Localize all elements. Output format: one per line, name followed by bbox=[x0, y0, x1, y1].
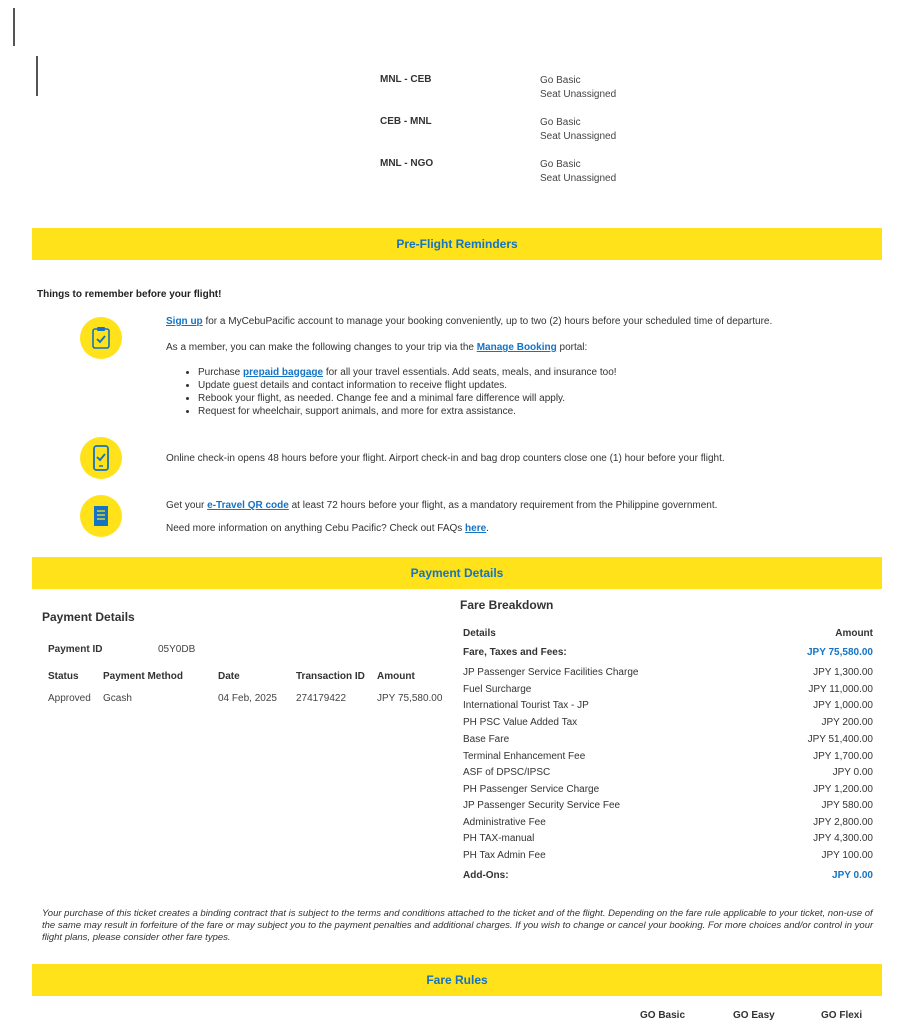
etravel-qr-link[interactable]: e-Travel QR code bbox=[207, 500, 289, 511]
preflight-banner bbox=[32, 228, 882, 260]
route-code: MNL - CEB bbox=[380, 74, 432, 85]
payment-details-title: Payment Details bbox=[42, 610, 135, 624]
txn-value: 274179422 bbox=[296, 693, 347, 704]
manage-booking-link[interactable]: Manage Booking bbox=[476, 342, 557, 353]
seat-status: Seat Unassigned bbox=[540, 173, 617, 184]
fee-amount: JPY 4,300.00 bbox=[813, 833, 873, 844]
list-item bbox=[198, 366, 617, 379]
payment-banner bbox=[32, 557, 882, 589]
fare-rules-banner bbox=[32, 964, 882, 996]
fare-type-flexi: GO Flexi bbox=[821, 1010, 863, 1021]
addons-row bbox=[463, 870, 873, 886]
etravel-pre: Get your bbox=[166, 500, 208, 511]
member-line bbox=[166, 342, 587, 353]
table-row bbox=[463, 717, 873, 733]
fee-label: Fuel Surcharge bbox=[463, 684, 532, 695]
fare-rules-title: Fare Rules bbox=[426, 973, 488, 987]
list-item: • Update guest details and contact information to receive flight updates. bbox=[198, 379, 617, 392]
date-value: 04 Feb, 2025 bbox=[218, 693, 277, 704]
fee-label: International Tourist Tax - JP bbox=[463, 700, 589, 711]
amount-value: JPY 75,580.00 bbox=[377, 693, 443, 704]
details-header: Details bbox=[463, 628, 496, 639]
table-row bbox=[463, 850, 873, 866]
seat-status: Seat Unassigned bbox=[540, 89, 617, 100]
fee-amount: JPY 1,000.00 bbox=[813, 700, 873, 711]
fare-total-label: Fare, Taxes and Fees: bbox=[463, 647, 567, 658]
member-text: As a member, you can make the following changes to your trip via the bbox=[166, 342, 477, 353]
fee-amount: JPY 1,700.00 bbox=[813, 751, 873, 762]
fee-amount: JPY 1,300.00 bbox=[813, 667, 873, 678]
fee-amount: JPY 11,000.00 bbox=[808, 684, 873, 695]
bullet-text: Purchase bbox=[198, 367, 244, 378]
checkin-text: Online check-in opens 48 hours before your flight. Airport check-in and bag drop counters close one (1) hour before your flight. bbox=[166, 453, 725, 464]
etravel-line bbox=[166, 500, 717, 511]
payment-banner-title: Payment Details bbox=[410, 566, 504, 580]
addons-label: Add-Ons: bbox=[463, 870, 509, 881]
amount-header: Amount bbox=[835, 628, 873, 639]
fare-header-row bbox=[463, 628, 873, 644]
table-row bbox=[463, 800, 873, 816]
table-row bbox=[463, 734, 873, 750]
fee-label: Base Fare bbox=[463, 734, 510, 745]
fee-label: PH PSC Value Added Tax bbox=[463, 717, 578, 728]
disclaimer-text: Your purchase of this ticket creates a binding contract that is subject to the terms and conditions attached to the ticket and of the flight. Depending on the fare rule applicable to your ticket, non-use of the same may result in forfeiture of the fare or may subject you to the payment penalties and additional charges. If you wish to change or cancel your booking. For more choices and/or control in your flight plans, please consider other fare types. bbox=[42, 908, 874, 943]
fee-amount: JPY 200.00 bbox=[821, 717, 873, 728]
preflight-banner-title: Pre-Flight Reminders bbox=[396, 237, 518, 251]
table-row bbox=[463, 833, 873, 849]
fee-label: PH Tax Admin Fee bbox=[463, 850, 546, 861]
fee-label: Administrative Fee bbox=[463, 817, 546, 828]
payment-id-value: 05Y0DB bbox=[158, 644, 196, 655]
status-value: Approved bbox=[48, 693, 91, 704]
signup-text: for a MyCebuPacific account to manage your booking conveniently, up to two (2) hours before your scheduled time of departure. bbox=[202, 316, 773, 327]
prepaid-baggage-link[interactable]: prepaid baggage bbox=[243, 367, 324, 378]
member-suffix: portal: bbox=[556, 342, 588, 353]
fee-label: JP Passenger Security Service Fee bbox=[463, 800, 621, 811]
scan-mark bbox=[36, 56, 38, 96]
route-code: MNL - NGO bbox=[380, 158, 434, 169]
signup-link[interactable]: Sign up bbox=[166, 316, 203, 327]
table-row bbox=[463, 767, 873, 783]
fee-label: PH Passenger Service Charge bbox=[463, 784, 600, 795]
route-code: CEB - MNL bbox=[380, 116, 432, 127]
etravel-post: at least 72 hours before your flight, as a mandatory requirement from the Philippine government. bbox=[288, 500, 718, 511]
fee-amount: JPY 100.00 bbox=[821, 850, 873, 861]
bullet-text: for all your travel essentials. Add seats, meals, and insurance too! bbox=[323, 367, 617, 378]
fare-type-easy: GO Easy bbox=[733, 1010, 775, 1021]
fee-amount: JPY 2,800.00 bbox=[813, 817, 873, 828]
fee-amount: JPY 1,200.00 bbox=[813, 784, 873, 795]
table-row bbox=[463, 667, 873, 683]
fare-type: Go Basic bbox=[540, 159, 581, 170]
fee-amount: JPY 51,400.00 bbox=[807, 734, 873, 745]
fare-type: Go Basic bbox=[540, 75, 581, 86]
method-value: Gcash bbox=[103, 693, 132, 704]
fee-label: JP Passenger Service Facilities Charge bbox=[463, 667, 639, 678]
date-header: Date bbox=[218, 671, 240, 682]
addons-value: JPY 0.00 bbox=[832, 870, 873, 881]
seat-status: Seat Unassigned bbox=[540, 131, 617, 142]
faq-end: . bbox=[486, 523, 489, 534]
table-row bbox=[463, 751, 873, 767]
signup-line bbox=[166, 316, 772, 327]
fee-label: ASF of DPSC/IPSC bbox=[463, 767, 551, 778]
list-item: • Request for wheelchair, support animals, and more for extra assistance. bbox=[198, 405, 617, 418]
list-item: • Rebook your flight, as needed. Change fee and a minimal fare difference will apply. bbox=[198, 392, 617, 405]
table-row bbox=[463, 684, 873, 700]
fee-amount: JPY 580.00 bbox=[821, 800, 873, 811]
fee-amount: JPY 0.00 bbox=[832, 767, 873, 778]
fee-label: Terminal Enhancement Fee bbox=[463, 751, 586, 762]
fare-total-value: JPY 75,580.00 bbox=[807, 647, 873, 658]
fare-breakdown-title: Fare Breakdown bbox=[460, 598, 554, 612]
faq-text: Need more information on anything Cebu Pacific? Check out FAQs bbox=[166, 523, 466, 534]
table-row bbox=[463, 784, 873, 800]
faq-line bbox=[166, 523, 489, 534]
payment-id-label: Payment ID bbox=[48, 644, 103, 655]
mobile-checkin-icon bbox=[80, 437, 122, 479]
fare-type: Go Basic bbox=[540, 117, 581, 128]
fare-total-row bbox=[463, 647, 873, 663]
fee-label: PH TAX-manual bbox=[463, 833, 535, 844]
method-header: Payment Method bbox=[103, 671, 184, 682]
status-header: Status bbox=[48, 671, 79, 682]
faq-here-link[interactable]: here bbox=[465, 523, 487, 534]
scan-mark bbox=[13, 8, 15, 46]
amount-header: Amount bbox=[377, 671, 415, 682]
table-row bbox=[463, 817, 873, 833]
txn-header: Transaction ID bbox=[296, 671, 365, 682]
table-row bbox=[463, 700, 873, 716]
document-icon bbox=[80, 495, 122, 537]
fare-type-basic: GO Basic bbox=[640, 1010, 686, 1021]
member-benefits-list bbox=[184, 366, 617, 418]
reminders-heading: Things to remember before your flight! bbox=[37, 289, 222, 300]
clipboard-icon bbox=[80, 317, 122, 359]
